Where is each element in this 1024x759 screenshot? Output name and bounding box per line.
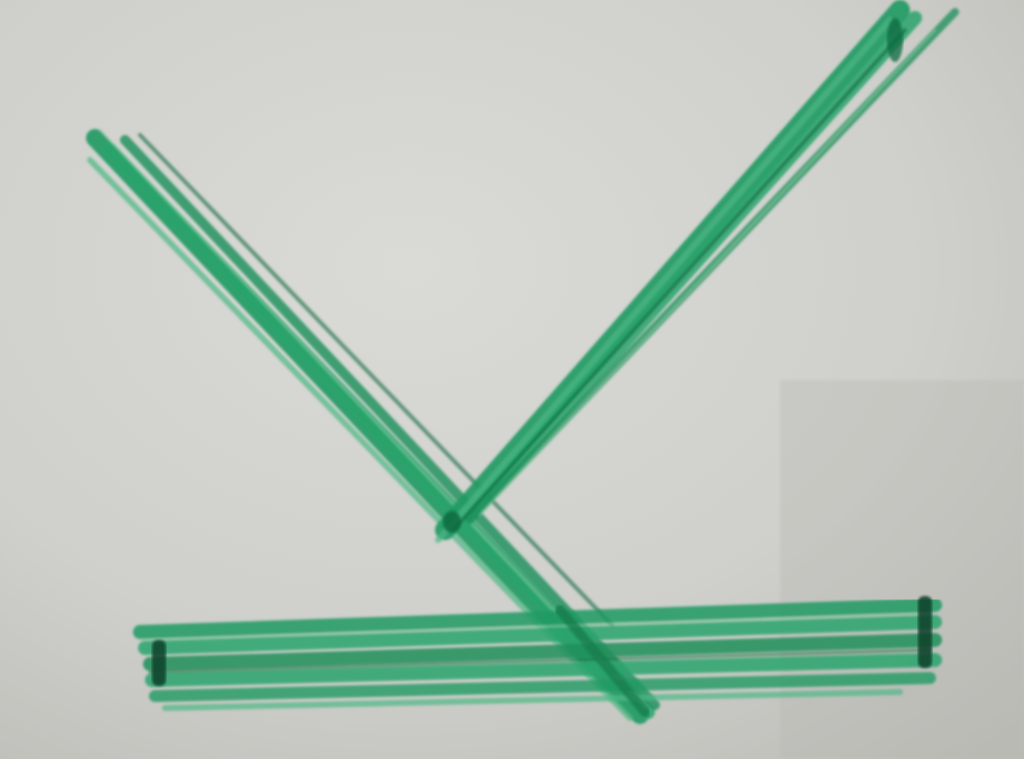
- paper-shadow: [780, 380, 1024, 759]
- ink-crossing-mark: [443, 511, 461, 533]
- ink-right-end-mark: [918, 596, 932, 668]
- ink-top-mark: [887, 18, 903, 62]
- ink-left-end-mark: [152, 640, 166, 686]
